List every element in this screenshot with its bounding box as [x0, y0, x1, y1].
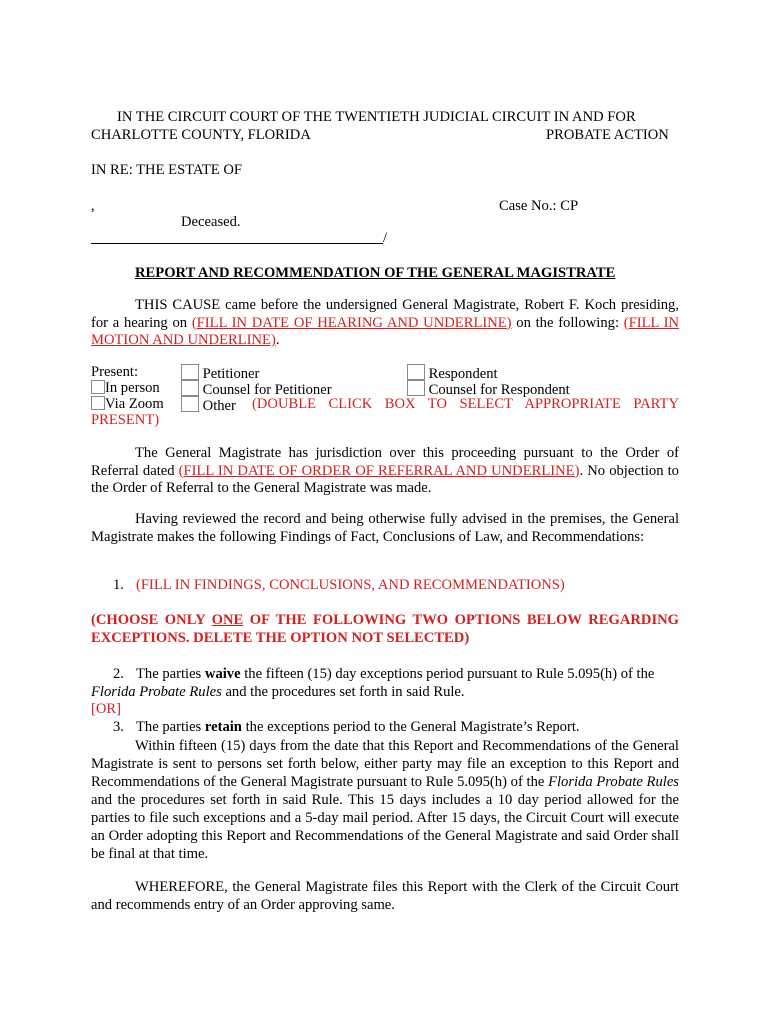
present-label: Present: [91, 364, 139, 380]
via-zoom-checkbox[interactable] [91, 396, 105, 410]
item3-text: The parties [136, 719, 202, 735]
other-option[interactable] [181, 396, 236, 416]
jurisdiction-text: The General Magistrate has jurisdiction over this proceeding pursuant to the Order of Referral dated [91, 445, 679, 479]
in-person-checkbox[interactable] [91, 380, 105, 394]
within-rules: Florida Probate Rules [548, 774, 679, 790]
within-text-2: and the procedures set forth in said Rule. This 15 days includes a 10 day period allowed for the parties to file such exceptions and a 5-day mail period. After 15 days, the Circuit Court will execute an Order adopting this Report and Recommendations of the General Magistrate and said Order shall be final at that time. [91, 792, 679, 862]
referral-date-field[interactable]: (FILL IN DATE OF ORDER OF REFERRAL AND UNDERLINE) [178, 462, 580, 479]
respondent-label: Respondent [428, 366, 498, 382]
choose-text-2: OF THE FOLLOWING TWO OPTIONS BELOW REGARDING EXCEPTIONS. DELETE THE OPTION NOT SELECTED) [91, 612, 680, 646]
or-separator: [OR] [91, 701, 121, 717]
via-zoom-option[interactable] [91, 396, 164, 414]
counsel-petitioner-checkbox[interactable] [181, 380, 199, 396]
choose-one: ONE [211, 612, 244, 628]
item3-line [136, 719, 580, 737]
court-header-line1: IN THE CIRCUIT COURT OF THE TWENTIETH JUDICIAL CIRCUIT IN AND FOR [117, 109, 636, 125]
counsel-respondent-checkbox[interactable] [407, 380, 425, 396]
item2-text: The parties [136, 666, 202, 682]
choose-text: (CHOOSE ONLY [91, 612, 206, 628]
petitioner-label: Petitioner [202, 366, 260, 382]
item2-number: 2. [113, 666, 124, 682]
in-person-label: In person [105, 380, 160, 396]
item2-text-2: the fifteen (15) day exceptions period pursuant to Rule 5.095(h) of the [244, 666, 655, 682]
within-text: Within fifteen (15) days from the date that this Report and Recommendations of the General Magistrate is sent to persons set forth below, either party may file an exception to this Report and Recommendations of the General Magistrate pursuant to Rule 5.095(h) of the [91, 738, 679, 790]
caption-rule [91, 243, 383, 244]
item2-rules: Florida Probate Rules [91, 684, 222, 700]
findings-field[interactable]: (FILL IN FINDINGS, CONCLUSIONS, AND RECOMMENDATIONS) [136, 577, 565, 593]
choose-option-instruction [91, 612, 679, 647]
item2-line1 [136, 666, 654, 684]
other-label: Other [202, 398, 236, 414]
within-paragraph [91, 737, 679, 863]
item2-text-3: and the procedures set forth in said Rule. [225, 684, 465, 700]
court-header-action: PROBATE ACTION [546, 127, 669, 143]
waive-word: waive [204, 666, 241, 682]
caption-slash: / [383, 230, 388, 246]
petitioner-checkbox[interactable] [181, 364, 199, 380]
counsel-petitioner-label: Counsel for Petitioner [202, 382, 332, 398]
counsel-respondent-label: Counsel for Respondent [428, 382, 570, 398]
wherefore-paragraph: WHEREFORE, the General Magistrate files this Report with the Clerk of the Circuit Court and recommends entry of an Order approving same. [91, 879, 679, 913]
jurisdiction-paragraph [91, 445, 679, 498]
motion-field[interactable]: (FILL IN MOTION AND UNDERLINE) [91, 314, 680, 348]
party-instruction-line1: (DOUBLE CLICK BOX TO SELECT APPROPRIATE PARTY [252, 396, 679, 412]
deceased-label: Deceased. [181, 214, 241, 230]
in-re-line: IN RE: THE ESTATE OF [91, 162, 242, 178]
intro-period: . [275, 332, 280, 348]
item3-number: 3. [113, 719, 124, 735]
in-person-option[interactable] [91, 380, 160, 398]
via-zoom-label: Via Zoom [105, 396, 164, 412]
jurisdiction-text-2: . No objection to the Order of Referral to the General Magistrate was made. [91, 462, 679, 496]
court-header-county: CHARLOTTE COUNTY, FLORIDA [91, 127, 311, 143]
item1-number: 1. [113, 577, 124, 593]
respondent-checkbox[interactable] [407, 364, 425, 380]
intro-text: THIS CAUSE came before the undersigned General Magistrate, Robert F. Koch presiding, for a hearing on [91, 297, 679, 331]
reviewed-paragraph: Having reviewed the record and being otherwise fully advised in the premises, the General Magistrate makes the following Findings of Fact, Conclusions of Law, and Recommendations: [91, 511, 679, 545]
case-number[interactable]: Case No.: CP [499, 198, 579, 214]
retain-word: retain [204, 719, 242, 735]
intro-paragraph [91, 297, 679, 350]
hearing-date-field[interactable]: (FILL IN DATE OF HEARING AND UNDERLINE) [191, 314, 512, 331]
item2-line2 [91, 684, 465, 702]
party-instruction-line2: PRESENT) [91, 412, 160, 428]
estate-name-blank[interactable]: , [91, 198, 95, 214]
intro-text-2: on the following: [516, 314, 620, 331]
other-checkbox[interactable] [181, 396, 199, 412]
document-title: REPORT AND RECOMMENDATION OF THE GENERAL MAGISTRATE [135, 265, 616, 281]
item3-text-2: the exceptions period to the General Magistrate’s Report. [245, 719, 580, 735]
